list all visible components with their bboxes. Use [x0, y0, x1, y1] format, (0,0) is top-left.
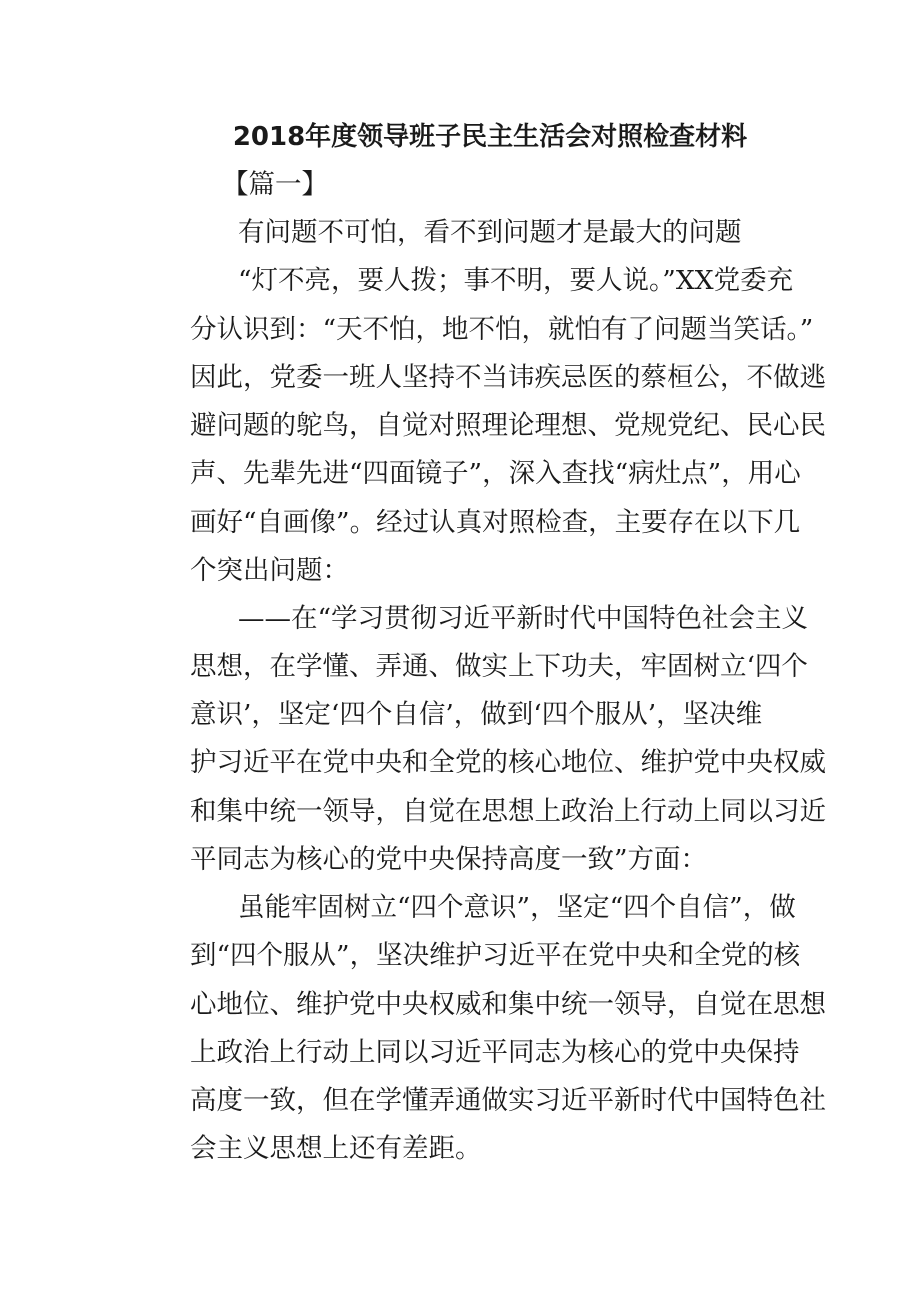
paragraph-line: 虽能牢固树立“四个意识”，坚定“四个自信”，做: [238, 892, 796, 923]
document-title: 2018年度领导班子民主生活会对照检查材料: [232, 122, 748, 152]
paragraph-line: 避问题的鸵鸟，自觉对照理论理想、党规党纪、民心民: [190, 410, 826, 441]
paragraph-line: 意识’，坚定‘四个自信’，做到‘四个服从’，坚决维: [190, 699, 763, 730]
paragraph-line: 因此，党委一班人坚持不当讳疾忌医的蔡桓公，不做逃: [190, 362, 826, 393]
paragraph-line: 个突出问题：: [190, 555, 349, 586]
paragraph-line: 分认识到：“天不怕，地不怕，就怕有了问题当笑话。”: [190, 314, 814, 345]
paragraph-line: 平同志为核心的党中央保持高度一致”方面：: [190, 844, 708, 875]
paragraph-line: 护习近平在党中央和全党的核心地位、维护党中央权威: [190, 747, 826, 778]
paragraph-line: 声、先辈先进“四面镜子”，深入查找“病灶点”，用心: [190, 458, 801, 489]
paragraph-line: 心地位、维护党中央权威和集中统一领导，自觉在思想: [190, 989, 826, 1020]
heading-line: 有问题不可怕，看不到问题才是最大的问题: [238, 217, 742, 248]
paragraph-line: 会主义思想上还有差距。: [190, 1133, 482, 1164]
paragraph-line: ——在“学习贯彻习近平新时代中国特色社会主义: [238, 603, 809, 634]
paragraph-line: 高度一致，但在学懂弄通做实习近平新时代中国特色社: [190, 1085, 826, 1116]
paragraph-line: 思想，在学懂、弄通、做实上下功夫，牢固树立‘四个: [190, 651, 808, 682]
section-label: 【篇一】: [222, 169, 328, 200]
paragraph-line: “灯不亮，要人拨；事不明，要人说。”XX党委充: [238, 265, 794, 296]
paragraph-line: 上政治上行动上同以习近平同志为核心的党中央保持: [190, 1037, 800, 1068]
paragraph-line: 和集中统一领导，自觉在思想上政治上行动上同以习近: [190, 796, 826, 827]
paragraph-line: 到“四个服从”，坚决维护习近平在党中央和全党的核: [190, 940, 801, 971]
paragraph-line: 画好“自画像”。经过认真对照检查，主要存在以下几: [190, 507, 801, 538]
